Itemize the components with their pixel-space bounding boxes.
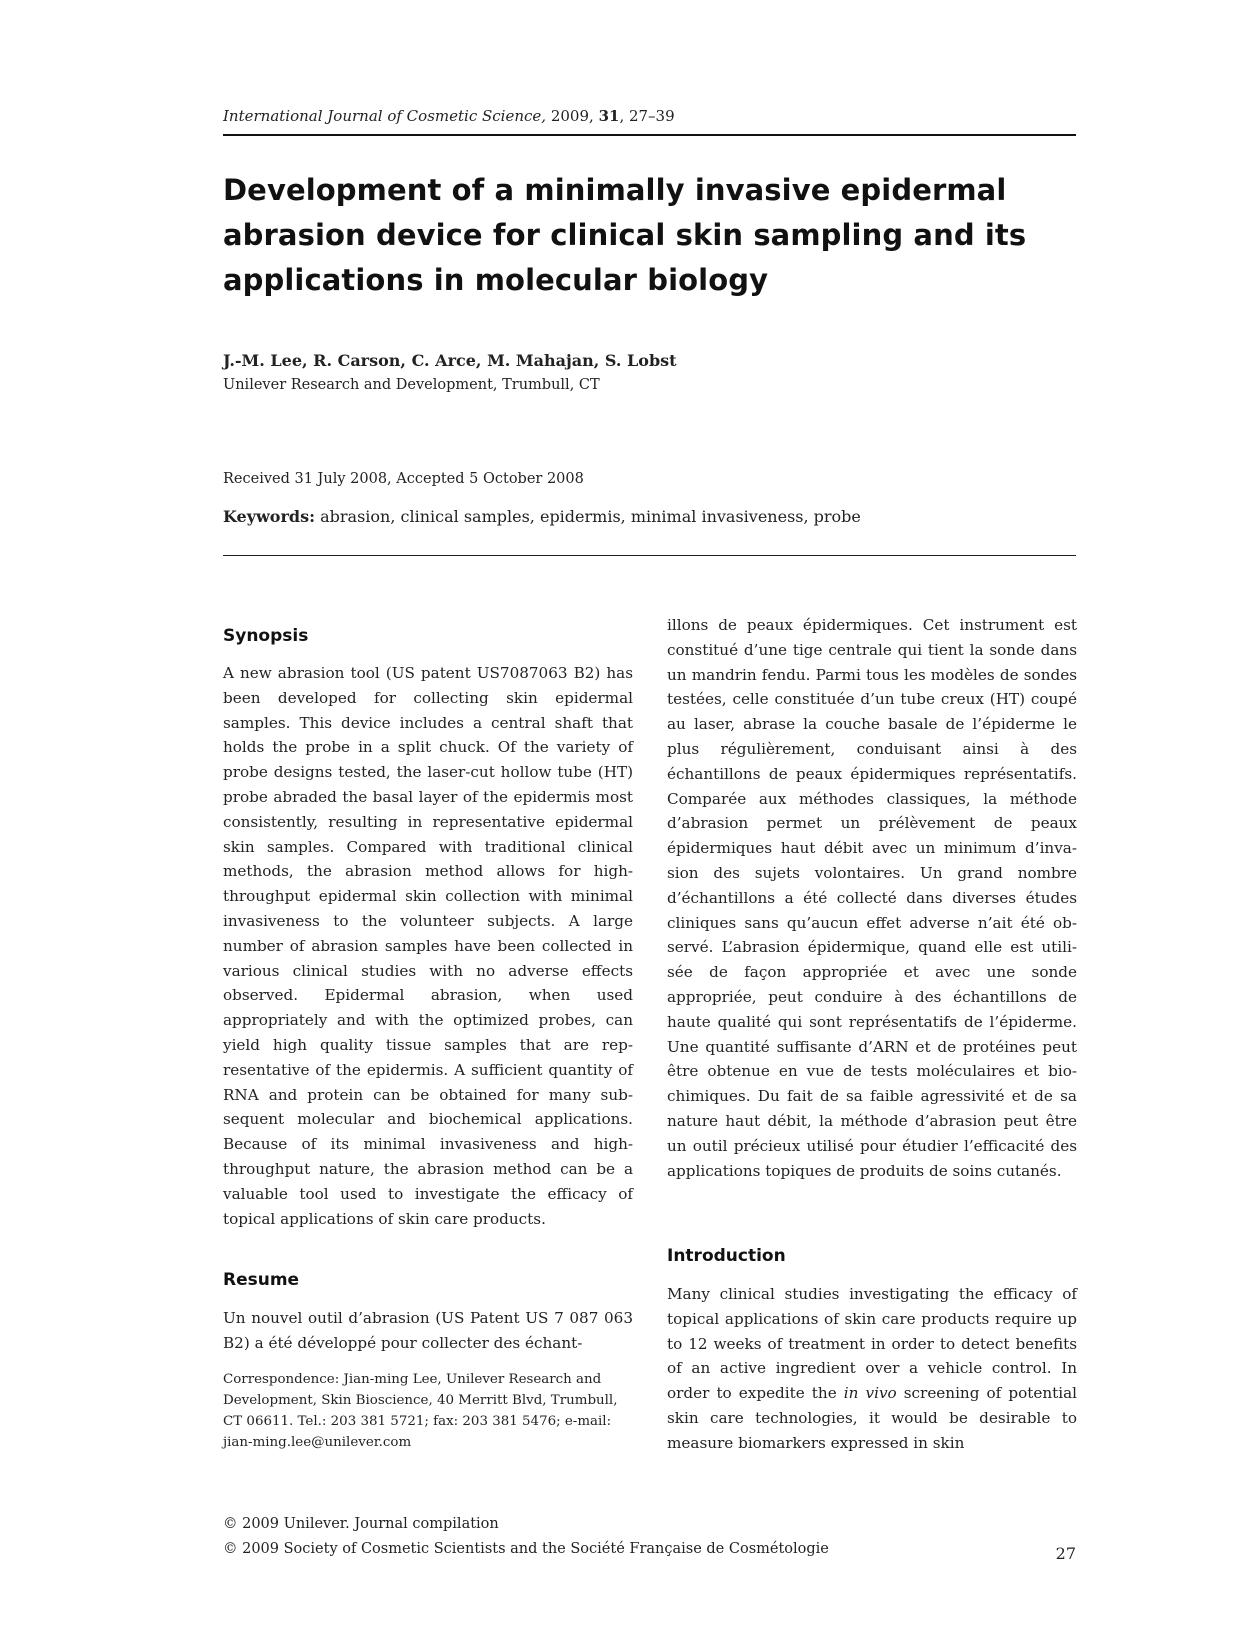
introduction-text-part1: Many clinical studies investigating the efficacy of topical applications of skin care products require up to 12 weeks of treatment in order to detect benefits of an active ingredient over a vehicle control. In order to expedite the (667, 1285, 1077, 1403)
resume-text-continued: illons de peaux épidermiques. Cet instrument est constitué d’une tige centrale qui tient la sonde dans un mandrin fendu. Parmi tous les modèles de sondes testées, celle constituée d’un tube creux (HT) coupé au laser, abrase la couche basale de l’épiderme le plus régulièrement, conduisant ainsi à des échantillons de peaux épidermiques représentatifs. Comparée aux méthodes classiques, la méthode d’abrasion permet un prélèvement de peaux épidermiques haut débit avec un minimum d’invasion des sujets volontaires. Un grand nombre d’échantillons a été collecté dans diverses études cliniques sans qu’aucun effet adverse n’ait été observé. L’abrasion épidermique, quand elle est utilisée de façon appropriée et avec une sonde appropriée, peut conduire à des échantillons de haute qualité qui sont représentatifs de l’épiderme. Une quantité suffisante d’ARN et de protéines peut être obtenue en vue de tests moléculaires et biochimiques. Du fait de sa faible agressivité et de sa nature haut débit, la méthode d’abrasion peut être un outil précieux utilisé pour étudier l’efficacité des applications topiques de produits de soins cutanés. (667, 616, 1077, 1180)
introduction-text-part2: screening of potential skin care technologies, it would be desirable to measure biomarkers expressed in skin (667, 1384, 1077, 1452)
introduction-text (667, 1282, 1077, 1456)
copyright-line-1: © 2009 Unilever. Journal compilation (223, 1516, 499, 1532)
page-number: 27 (1055, 1544, 1076, 1563)
introduction-italic: in vivo (843, 1384, 897, 1403)
journal-year: 2009, (550, 107, 594, 125)
article-title: Development of a minimally invasive epidermal abrasion device for clinical skin sampling and its applications in molecular biology (223, 173, 1027, 297)
journal-name: International Journal of Cosmetic Science, (223, 107, 547, 125)
keywords-text: abrasion, clinical samples, epidermis, minimal invasiveness, probe (320, 507, 861, 526)
keywords-label: Keywords: (223, 507, 316, 526)
header-rule (223, 134, 1076, 136)
authors: J.-M. Lee, R. Carson, C. Arce, M. Mahajan, S. Lobst (223, 351, 677, 370)
journal-pages: , 27–39 (619, 107, 675, 125)
correspondence: Correspondence: Jian-ming Lee, Unilever Research and Development, Skin Bioscience, 40 Merritt Blvd, Trumbull, CT 06611. Tel.: 203 381 5721; fax: 203 381 5476; e-mail: jian-ming.lee@unilever.com (223, 1372, 618, 1450)
journal-citation (223, 107, 675, 125)
introduction-heading: Introduction (667, 1246, 786, 1266)
synopsis-heading: Synopsis (223, 626, 309, 646)
section-rule (223, 555, 1076, 556)
affiliation: Unilever Research and Development, Trumbull, CT (223, 377, 600, 393)
journal-volume: 31 (598, 107, 620, 125)
received-dates: Received 31 July 2008, Accepted 5 October 2008 (223, 471, 584, 487)
resume-text-start: Un nouvel outil d’abrasion (US Patent US 7 087 063 B2) a été développé pour collecter des échant- (223, 1309, 633, 1352)
keywords (223, 507, 861, 526)
synopsis-text: A new abrasion tool (US patent US7087063 B2) has been developed for collecting skin epidermal samples. This device includes a central shaft that holds the probe in a split chuck. Of the variety of probe designs tested, the laser-cut hollow tube (HT) probe abraded the basal layer of the epidermis most consistently, resulting in representative epidermal skin samples. Compared with traditional clinical methods, the abrasion method allows for high-throughput epidermal skin collection with minimal invasiveness to the volunteer subjects. A large number of abrasion samples have been collected in various clinical studies with no adverse effects observed. Epidermal abrasion, when used appropriately and with the optimized probes, can yield high quality tissue samples that are representative of the epidermis. A sufficient quantity of RNA and protein can be obtained for many subsequent molecular and biochemical applications. Because of its minimal invasiveness and high-throughput nature, the abrasion method can be a valuable tool used to investigate the efficacy of topical applications of skin care products. (223, 664, 633, 1228)
copyright-line-2: © 2009 Society of Cosmetic Scientists and the Société Française de Cosmétologie (223, 1541, 829, 1557)
resume-heading: Resume (223, 1270, 300, 1290)
